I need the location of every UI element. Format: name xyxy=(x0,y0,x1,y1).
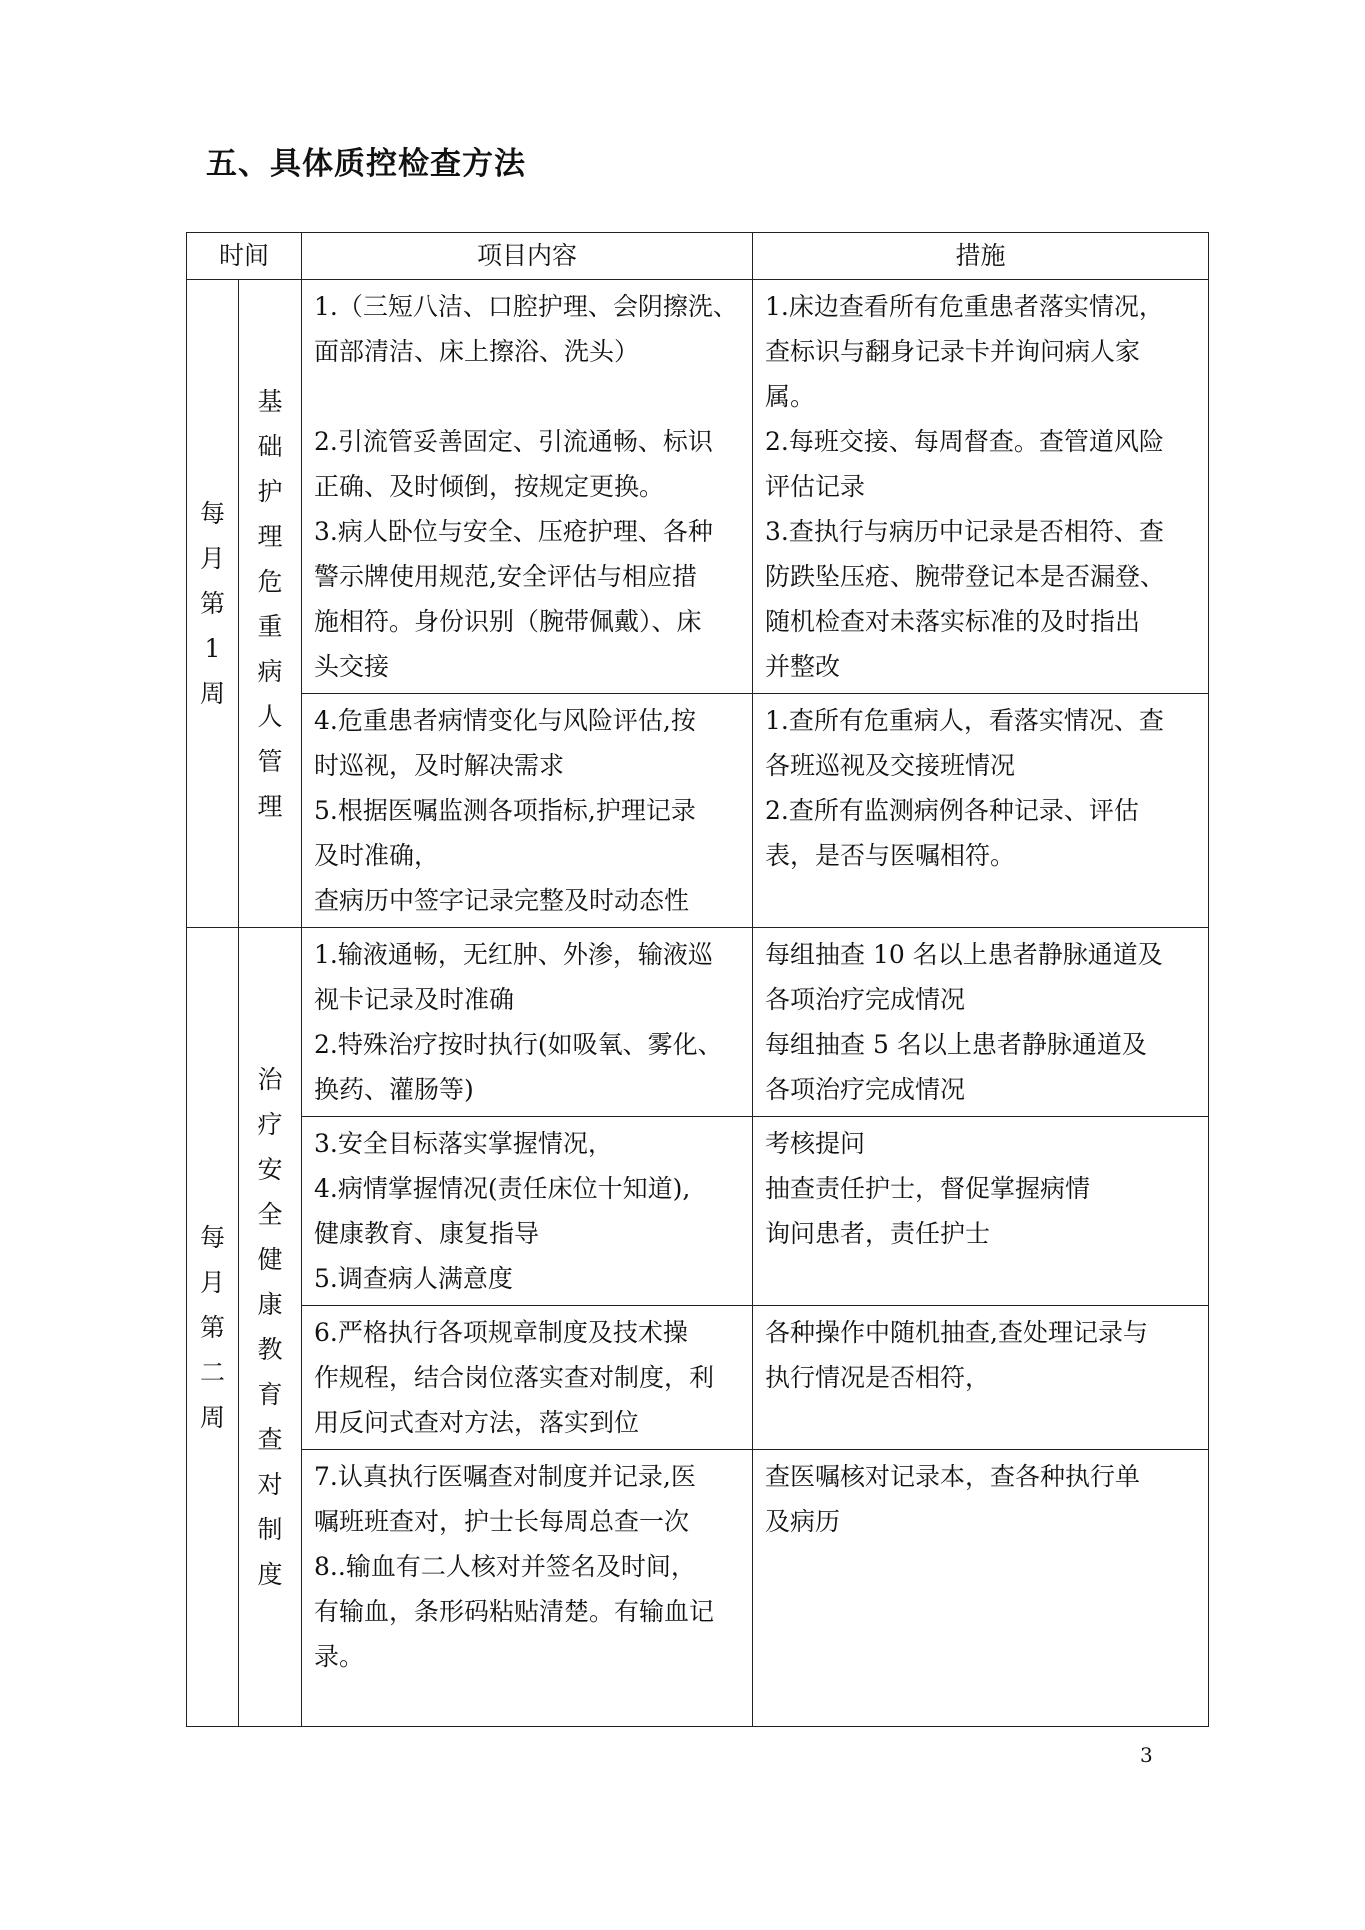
cell-text-line: 3.查执行与病历中记录是否相符、查 xyxy=(765,517,1164,546)
table-row xyxy=(187,928,1209,1117)
cell-text-line: 4.危重患者病情变化与风险评估,按 xyxy=(314,706,696,735)
cell-text-line: 抽查责任护士，督促掌握病情 xyxy=(765,1174,1091,1203)
cell-text-line: 换药、灌肠等) xyxy=(314,1075,474,1104)
cell-text-line: 执行情况是否相符， xyxy=(765,1363,991,1392)
cell-text-line: 查病历中签字记录完整及时动态性 xyxy=(314,886,690,915)
week2-category: 治疗安全健康教育查对制度 xyxy=(257,1065,283,1589)
measure-cell xyxy=(753,694,1209,928)
week2-label: 每月第二周 xyxy=(200,1222,226,1432)
measure-cell xyxy=(753,280,1209,694)
cell-text-line: 每组抽查 5 名以上患者静脉通道及 xyxy=(765,1030,1147,1059)
header-measure: 措施 xyxy=(753,233,1209,280)
cell-text-line: 5.根据医嘱监测各项指标,护理记录 xyxy=(314,796,696,825)
cell-text-line: 4.病情掌握情况(责任床位十知道), xyxy=(314,1174,691,1203)
cell-text-line: 各项治疗完成情况 xyxy=(765,985,966,1014)
cell-text-line: 1.查所有危重病人，看落实情况、查 xyxy=(765,706,1164,735)
header-content: 项目内容 xyxy=(302,233,753,280)
cell-text-line: 警示牌使用规范,安全评估与相应措 xyxy=(314,562,697,591)
page-number: 3 xyxy=(1140,1743,1153,1767)
cell-text-line: 2.每班交接、每周督查。查管道风险 xyxy=(765,427,1164,456)
quality-control-table xyxy=(186,232,1209,1727)
cell-text-line: 查医嘱核对记录本，查各种执行单 xyxy=(765,1462,1141,1491)
week1-category-cell xyxy=(239,280,302,928)
cell-text-line: 各项治疗完成情况 xyxy=(765,1075,966,1104)
table-row xyxy=(187,1117,1209,1306)
cell-text-line: 并整改 xyxy=(765,652,841,681)
cell-text-line: 表，是否与医嘱相符。 xyxy=(765,841,1016,870)
cell-text-line: 头交接 xyxy=(314,652,390,681)
cell-text-line xyxy=(314,374,744,419)
cell-text-line: 用反问式查对方法，落实到位 xyxy=(314,1408,640,1437)
week2-label-cell xyxy=(187,928,239,1727)
cell-text-line: 有输血，条形码粘贴清楚。有输血记 xyxy=(314,1597,715,1626)
cell-text-line: 各班巡视及交接班情况 xyxy=(765,751,1016,780)
cell-text-line: 面部清洁、床上擦浴、洗头） xyxy=(314,337,640,366)
cell-text-line: 3.安全目标落实掌握情况， xyxy=(314,1129,613,1158)
cell-text-line: 随机检查对未落实标准的及时指出 xyxy=(765,607,1141,636)
measure-cell xyxy=(753,1306,1209,1450)
week1-label: 每月第1周 xyxy=(200,499,226,708)
cell-text-line: 2.引流管妥善固定、引流通畅、标识 xyxy=(314,427,713,456)
cell-text-line: 及病历 xyxy=(765,1507,841,1536)
cell-text-line: 1.输液通畅，无红肿、外渗，输液巡 xyxy=(314,940,713,969)
cell-text-line: 5.调查病人满意度 xyxy=(314,1264,513,1293)
cell-text-line: 视卡记录及时准确 xyxy=(314,985,515,1014)
cell-text-line: 及时准确， xyxy=(314,841,440,870)
cell-text-line: 考核提问 xyxy=(765,1129,866,1158)
header-time: 时间 xyxy=(187,233,302,280)
cell-text-line: 正确、及时倾倒，按规定更换。 xyxy=(314,472,665,501)
cell-text-line: 2.特殊治疗按时执行(如吸氧、雾化、 xyxy=(314,1030,723,1059)
table-row xyxy=(187,1450,1209,1727)
cell-text-line: 询问患者，责任护士 xyxy=(765,1219,991,1248)
cell-text-line: 3.病人卧位与安全、压疮护理、各种 xyxy=(314,517,713,546)
cell-text-line: 健康教育、康复指导 xyxy=(314,1219,540,1248)
cell-text-line: 施相符。身份识别（腕带佩戴）、床 xyxy=(314,607,702,636)
cell-text-line: 属。 xyxy=(765,382,816,411)
table-header-row xyxy=(187,233,1209,280)
cell-text-line: 作规程，结合岗位落实查对制度，利 xyxy=(314,1363,715,1392)
content-cell xyxy=(302,694,753,928)
measure-cell xyxy=(753,1450,1209,1727)
table-row xyxy=(187,1306,1209,1450)
cell-text-line: 1.（三短八洁、口腔护理、会阴擦洗、 xyxy=(314,292,738,321)
section-heading: 五、具体质控检查方法 xyxy=(206,146,526,182)
content-cell xyxy=(302,1306,753,1450)
table-row xyxy=(187,280,1209,694)
measure-cell xyxy=(753,928,1209,1117)
cell-text-line: 查标识与翻身记录卡并询问病人家 xyxy=(765,337,1141,366)
week2-category-cell xyxy=(239,928,302,1727)
table-row xyxy=(187,694,1209,928)
cell-text-line: 6.严格执行各项规章制度及技术操 xyxy=(314,1318,688,1347)
cell-text-line: 1.床边查看所有危重患者落实情况， xyxy=(765,292,1164,321)
content-cell xyxy=(302,928,753,1117)
week1-category: 基础护理危重病人管理 xyxy=(257,386,283,821)
cell-text-line: 2.查所有监测病例各种记录、评估 xyxy=(765,796,1139,825)
cell-text-line: 嘱班班查对，护士长每周总查一次 xyxy=(314,1507,690,1536)
content-cell xyxy=(302,280,753,694)
cell-text-line: 8..输血有二人核对并签名及时间， xyxy=(314,1552,696,1581)
cell-text-line: 7.认真执行医嘱查对制度并记录,医 xyxy=(314,1462,696,1491)
cell-text-line: 防跌坠压疮、腕带登记本是否漏登、 xyxy=(765,562,1166,591)
cell-text-line: 每组抽查 10 名以上患者静脉通道及 xyxy=(765,940,1163,969)
cell-text-line: 各种操作中随机抽查,查处理记录与 xyxy=(765,1318,1148,1347)
cell-text-line: 录。 xyxy=(314,1642,365,1671)
content-cell xyxy=(302,1450,753,1727)
week1-label-cell xyxy=(187,280,239,928)
measure-cell xyxy=(753,1117,1209,1306)
content-cell xyxy=(302,1117,753,1306)
cell-text-line: 评估记录 xyxy=(765,472,866,501)
cell-text-line: 时巡视，及时解决需求 xyxy=(314,751,565,780)
